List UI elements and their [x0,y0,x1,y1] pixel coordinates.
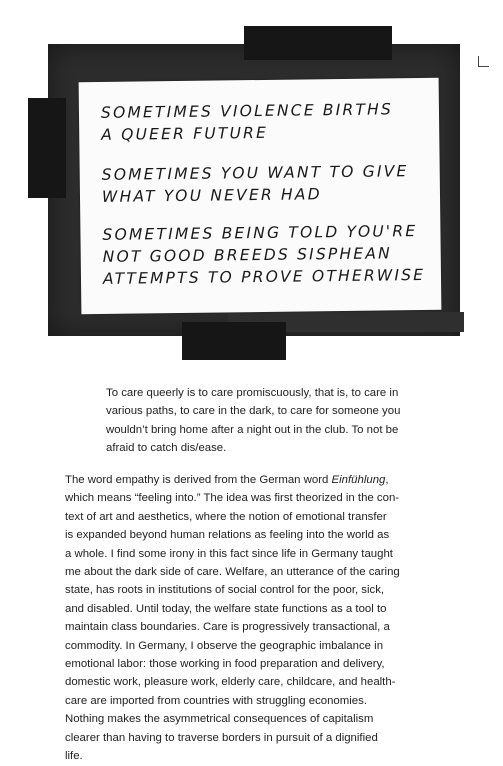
body-line: care are imported from countries with struggling economies. [65,694,367,707]
body-line [65,471,445,489]
quote-line: wouldn’t bring home after a night out in the club. To not be [106,423,399,436]
body-line: and disabled. Until today, the welfare state functions as a tool to [65,602,387,615]
note-line: SOMETIMES YOU WANT TO GIVE [101,162,409,184]
pull-quote [106,384,454,458]
body-line: domestic work, pleasure work, elderly care, childcare, and health- [65,676,396,689]
tape-bottom [182,322,286,360]
body-line: is expanded beyond human relations as feeling into the world as [65,529,390,542]
quote-line: To care queerly is to care promiscuously, that is, to care in [106,387,399,399]
body-line: text of art and aesthetics, where the notion of emotional transfer [65,510,387,523]
quote-line: various paths, to care in the dark, to care for someone you [106,405,401,418]
body-line: a whole. I find some irony in this fact since life in Germany taught [65,547,393,560]
note-line: SOMETIMES VIOLENCE BIRTHS [100,100,394,122]
body-line: state, has roots in institutions of social control for the poor, sick, [65,584,385,597]
body-line: maintain class boundaries. Care is progressively transactional, a [65,621,390,634]
note-line: NOT GOOD BREEDS SISPHEAN [102,244,393,266]
body-text-run: The word empathy is derived from the German word [65,474,332,486]
body-line: emotional labor: those working in food preparation and delivery, [65,658,385,671]
body-text-run: , [385,474,389,486]
emphasized-term: Einfühlung [331,474,386,486]
note-line: SOMETIMES BEING TOLD YOU'RE [102,222,418,244]
corner-mark [478,56,489,67]
note-line: ATTEMPTS TO PROVE OTHERWISE [102,265,426,288]
handwritten-note [79,78,442,314]
body-line: Nothing makes the asymmetrical consequences of capitalism [65,713,374,726]
body-line: life. [65,750,83,763]
quote-line: afraid to catch dis/ease. [106,442,227,455]
body-line: me about the dark side of care. Welfare, an utterance of the caring [65,566,400,579]
zine-photo [0,0,503,370]
tape-top [244,26,392,60]
note-line: WHAT YOU NEVER HAD [101,185,322,206]
body-paragraph [65,471,445,766]
note-line: A QUEER FUTURE [101,123,269,144]
tape-left [28,98,66,198]
body-line: which means “feeling into.” The idea was first theorized in the con- [65,492,400,505]
body-line: commodity. In Germany, I observe the geographic imbalance in [65,639,384,652]
body-line: clearer than having to traverse borders in pursuit of a dignified [65,731,378,744]
